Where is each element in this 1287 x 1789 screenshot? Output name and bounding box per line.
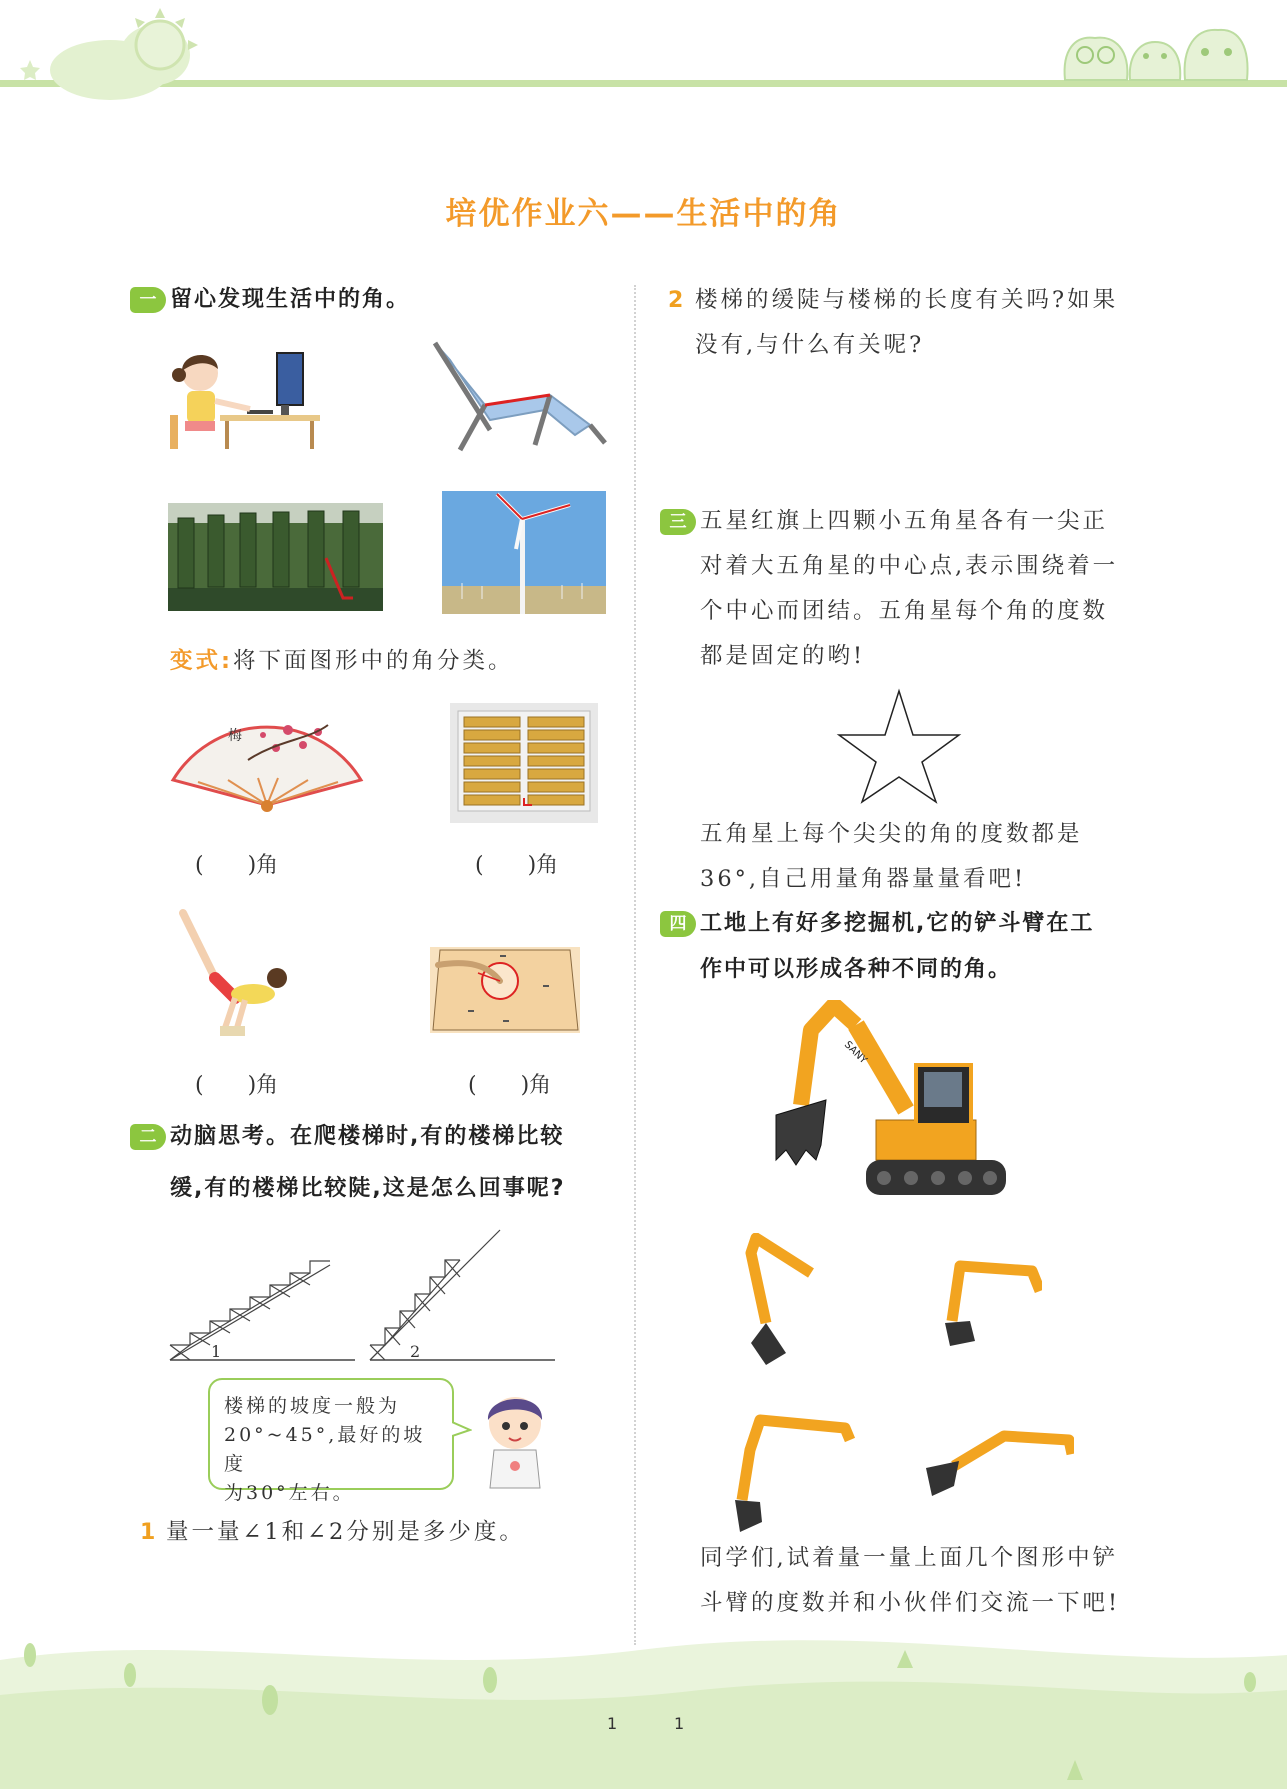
column-divider [634,285,636,1645]
question-1-number: 1 [140,1520,156,1545]
section-badge-4: 四 [660,911,696,937]
fan-calligraphy: 梅 [228,728,242,744]
folding-chair-illustration [430,335,610,455]
footer-hills-decoration [0,1610,1287,1789]
closing-line2: 斗臂的度数并和小伙伴们交流一下吧! [700,1590,1121,1616]
closing-line1: 同学们,试着量一量上面几个图形中铲 [700,1545,1119,1571]
soldiers-parade-photo [168,503,383,611]
star-fact-line1: 五角星上每个尖尖的角的度数都是 [700,821,1083,847]
excavator-brand: SANY [841,1039,869,1067]
section-3-line4: 都是固定的哟! [700,643,866,669]
cartoon-animals-icon [1065,30,1248,80]
section-badge-3: 三 [660,509,696,535]
angle-1-label: 1 [211,1342,222,1361]
section-4-heading-line2: 作中可以形成各种不同的角。 [700,957,1013,982]
page-number-left: 1 [607,1714,618,1733]
slope-tip-bubble [208,1378,454,1504]
section-2-heading-line1: 动脑思考。在爬楼梯时,有的楼梯比较 [170,1124,565,1149]
excavator-arm-3 [720,1410,855,1535]
gymnast-illustration [175,908,295,1038]
excavator-arm-4 [924,1426,1074,1506]
section-4-heading-line1: 工地上有好多挖掘机,它的铲斗臂在工 [700,911,1095,936]
girl-at-computer-illustration [165,345,330,450]
header-decoration [0,0,1287,110]
section-3-line1: 五星红旗上四颗小五角星各有一尖正 [700,508,1109,534]
steep-staircase [370,1230,500,1360]
tip-line-3: 为30°左右。 [224,1482,355,1504]
question-1-text: 量一量∠1和∠2分别是多少度。 [166,1519,525,1545]
star-fact-line2: 36°,自己用量角器量量看吧! [700,866,1027,892]
fan-angle-blank[interactable]: ( )角 [195,853,279,878]
angle-2-label: 2 [410,1342,421,1361]
section-3-line3: 个中心而团结。五角星每个角的度数 [700,598,1109,624]
excavator-photo [756,1000,1006,1205]
section-badge-1: 一 [130,287,166,313]
folding-fan-illustration [168,700,366,812]
section-1-heading: 留心发现生活中的角。 [170,287,411,312]
section-badge-2: 二 [130,1124,166,1150]
boy-character-illustration [478,1388,553,1493]
question-2-line1: 楼梯的缓陡与楼梯的长度有关吗?如果 [695,287,1119,313]
gentle-staircase [170,1261,330,1360]
excavator-arm-2 [940,1251,1042,1351]
variant-label: 变式: [170,648,233,674]
gymnast-angle-blank[interactable]: ( )角 [195,1073,279,1098]
page-number-right: 1 [674,1714,685,1733]
variant-instruction: 将下面图形中的角分类。 [233,648,514,674]
page-title: 培优作业六——生活中的角 [445,196,842,232]
staircases-diagram [165,1225,565,1365]
five-pointed-star-outline [835,688,963,804]
question-2-number: 2 [668,288,684,313]
compass-angle-blank[interactable]: ( )角 [468,1073,552,1098]
compass-board-illustration [428,945,583,1035]
window-shutter-photo [450,703,598,823]
tip-line-1: 楼梯的坡度一般为 [224,1395,401,1417]
section-3-line2: 对着大五角星的中心点,表示围绕着一 [700,553,1119,579]
tip-bubble-tail [452,1420,472,1440]
tip-line-2: 20°~45°,最好的坡度 [224,1424,426,1475]
excavator-arm-1 [726,1233,816,1368]
question-2-line2: 没有,与什么有关呢? [695,332,925,358]
section-2-heading-line2: 缓,有的楼梯比较陡,这是怎么回事呢? [170,1176,566,1201]
window-angle-blank[interactable]: ( )角 [475,853,559,878]
wind-turbine-photo [442,491,606,614]
